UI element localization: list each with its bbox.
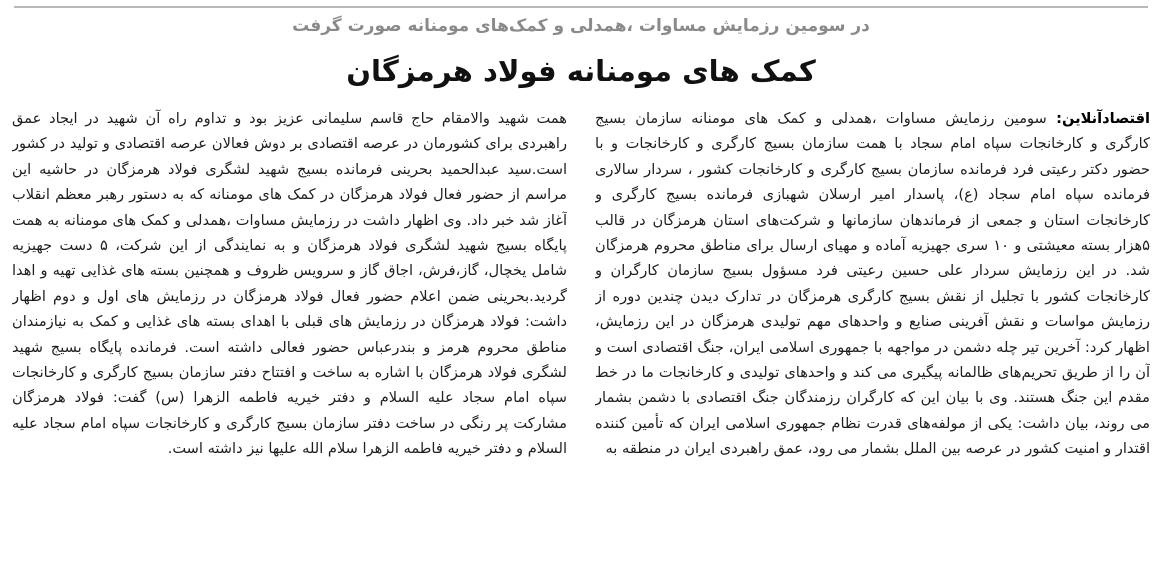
article-body-left: همت شهید والامقام حاج قاسم سلیمانی عزیز بود و تداوم راه آن شهید در ایجاد عمق راهبردی برای کشورمان در عرصه اقتصادی بر دوش فعالان عرصه اقتصادی و تولید در کشور است.سید عبدالحمید بحرینی فرمانده بسیج شهید لشگری فولاد هرمزگان در حاشیه این مراسم از حضور فعال فولاد هرمزگان در کمک های مومنانه که به دستور رهبر معظم انقلاب آغاز شد خبر داد. وی اظهار داشت در رزمایش مساوات ،همدلی و کمک های مومنانه به همت پایگاه بسیج شهید لشگری فولاد هرمزگان و به نمایندگی از این شرکت، ۵ دست جهیزیه شامل یخچال، گاز،فرش، اجاق گاز و سرویس ظروف و همچنین بسته های غذایی تهیه و اهدا گردید.بحرینی ضمن اعلام حضور فعال فولاد هرمزگان در رزمایش های اول و دوم اظهار داشت: فولاد هرمزگان در رزمایش های قبلی با اهدای بسته های غذایی و کمک به نیازمندان مناطق محروم هرمز و بندرعباس حضور فعالی داشته است. فرمانده پایگاه بسیج شهید لشگری فولاد هرمزگان با اشاره به ساخت و افتتاح دفتر سازمان بسیج کارگری و کارخانجات سپاه امام سجاد علیه السلام و دفتر خیریه فاطمه الزهرا (س) گفت: فولاد هرمزگان مشارکت پر رنگی در ساخت دفتر سازمان بسیج کارگری و کارخانجات سپاه امام سجاد علیه السلام و دفتر خیریه فاطمه الزهرا سلام الله علیها نیز داشته است. xyxy=(12,110,567,458)
article-headline: کمک های مومنانه فولاد هرمزگان xyxy=(346,54,816,88)
article-body-right: سومین رزمایش مساوات ،همدلی و کمک های مومنانه سازمان بسیج کارگری و کارخانجات سپاه امام سجاد با همت سازمان بسیج کارگری و کارخانجات و با حضور دکتر رعیتی فرد فرمانده سازمان بسیج کارگری و کارخانجات کشور ، سردار سالاری فرمانده سپاه امام سجاد (ع)، پاسدار امیر ارسلان شهبازی فرمانده بسیج کارگری و کارخانجات استان و جمعی از فرماندهان سازمانها و شرکت‌های استان هرمزگان در قالب ۵هزار بسته معیشتی و ۱۰ سری جهیزیه آماده و مهیای ارسال برای مناطق محروم هرمزگان شد. در این رزمایش سردار علی حسین رعیتی فرد مسؤول بسیج سازمان کارگران و کارخانجات کشور با تجلیل از نقش بسیج کارگری هرمزگان در تدارک دیدن چندین دوره از رزمایش مواسات و نقش آفرینی صنایع و واحدهای مهم تولیدی هرمزگان در این رزمایش، اظهار کرد: آخرین تیر چله دشمن در مواجهه با جمهوری اسلامی ایران، جنگ اقتصادی است و آن را از طریق تحریم‌های ظالمانه پیگیری می کند و واحدهای تولیدی و کارخانجات ما در خط مقدم این جنگ هستند. وی با بیان این که کارگران رزمندگان جنگ اقتصادی با دشمن بشمار می روند، بیان داشت: یکی از مولفه‌های قدرت نظام جمهوری اسلامی ایران که تأمین کننده اقتدار و امنیت کشور در عرصه بین الملل بشمار می رود، عمق راهبردی ایران در منطقه به xyxy=(595,110,1150,458)
article-kicker: در سومین رزمایش مساوات ،همدلی و کمک‌های مومنانه صورت گرفت xyxy=(292,16,870,36)
article-column-right xyxy=(595,106,1150,562)
top-divider xyxy=(14,6,1148,8)
article-source-lead: اقتصادآنلاین: xyxy=(1056,110,1150,127)
article-column-left xyxy=(12,106,567,562)
